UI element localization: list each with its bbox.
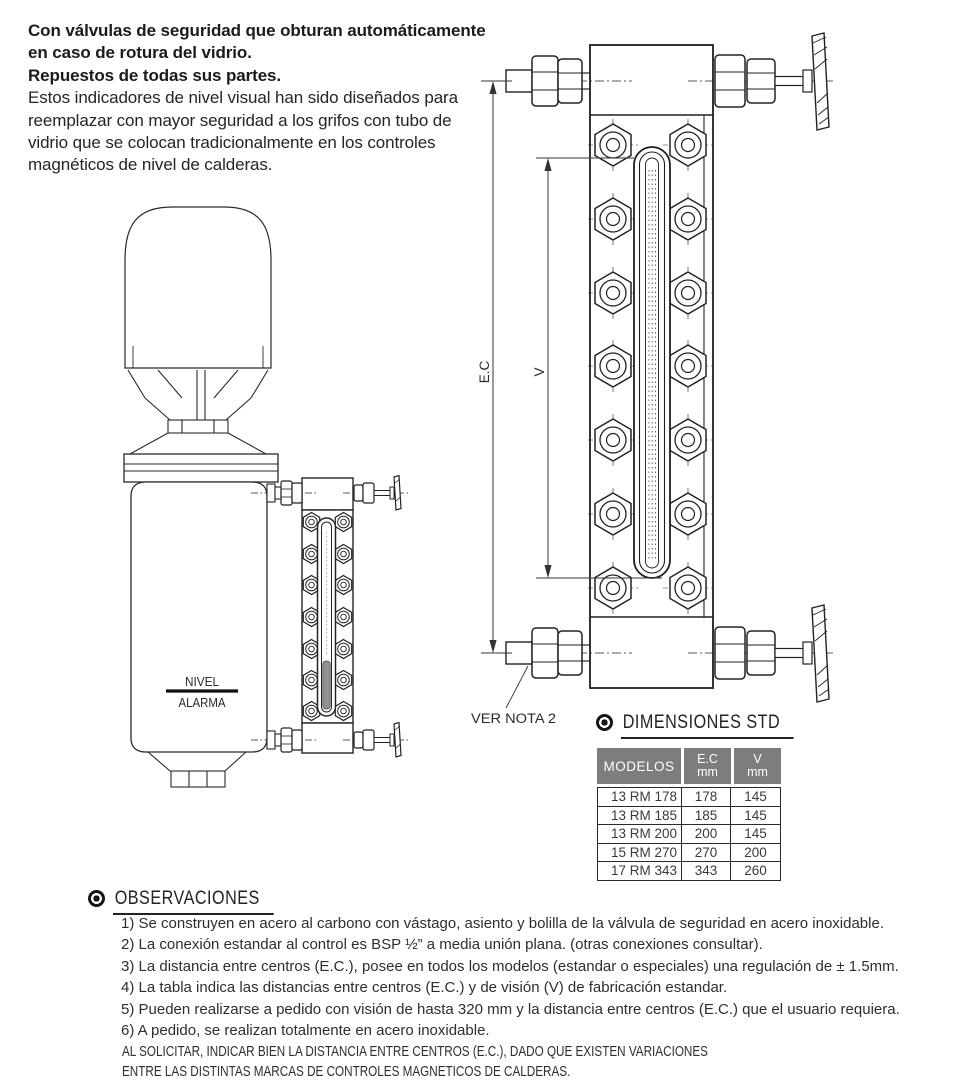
intro-line: Repuestos de todas sus partes.	[28, 65, 282, 85]
observation-item: 1) Se construyen en acero al carbono con vástago, asiento y bolilla de la válvula de seguridad en acero inoxidable.	[121, 915, 884, 932]
table-row: 15 RM 270 270 200	[598, 843, 780, 862]
table-row: 13 RM 178 178 145	[598, 788, 780, 806]
intro-line: Estos indicadores de nivel visual han sido diseñados para	[28, 88, 458, 108]
dimension-label-ec: E.C	[477, 360, 492, 384]
mini-sight-glass	[318, 518, 336, 716]
vessel-flange	[124, 454, 278, 482]
boiler-control-drawing	[90, 200, 440, 795]
observations-section-heading	[88, 888, 302, 915]
observation-item: 5) Pueden realizarse a pedido con visión de hasta 320 mm y la distancia entre centros (E.C.) que el usuario requiera.	[121, 1000, 900, 1018]
column-header-models: MODELOS	[597, 748, 681, 784]
observation-item: 3) La distancia entre centros (E.C.), posee en todos los modelos (estandar o especiales) una regulación de ± 1.5mm.	[121, 957, 899, 975]
observation-item: 4) La tabla indica las distancias entre centros (E.C.) y de visión (V) de fabricación estandar.	[121, 979, 728, 997]
column-header-ec: E.C mm	[684, 748, 731, 784]
nivel-label: NIVEL	[185, 675, 220, 689]
vessel-dome	[125, 207, 271, 368]
table-row: 17 RM 343 343 260	[598, 861, 780, 880]
bullet-donut-icon	[596, 714, 613, 731]
table-header-row	[597, 748, 781, 784]
note-ref-label: VER NOTA 2	[471, 711, 556, 726]
liquid-level-fill	[323, 661, 330, 709]
dimension-label-v: V	[532, 367, 547, 377]
observation-item: 2) La conexión estandar al control es BSP ½” a media unión plana. (otras conexiones consultar).	[121, 936, 763, 954]
observations-title: OBSERVACIONES	[113, 888, 273, 915]
level-gauge-front-drawing	[450, 25, 953, 725]
intro-line: en caso de rotura del vidrio.	[28, 43, 252, 63]
alarma-label: ALARMA	[178, 696, 227, 710]
vessel-neck	[128, 370, 268, 454]
vessel-base	[148, 752, 246, 787]
observation-item: 6) A pedido, se realizan totalmente en acero inoxidable.	[121, 1022, 490, 1040]
ordering-note-line: AL SOLICITAR, INDICAR BIEN LA DISTANCIA ENTRE CENTROS (E.C.), DADO QUE EXISTEN VARIACIONES	[122, 1043, 708, 1060]
dimensions-title: DIMENSIONES STD	[621, 712, 794, 739]
sight-glass	[634, 147, 670, 578]
intro-line: vidrio que se colocan tradicionalmente en los controles	[28, 133, 436, 153]
column-header-v: V mm	[734, 748, 781, 784]
vessel-body	[131, 482, 267, 752]
ordering-note	[122, 1042, 873, 1080]
ordering-note-line: ENTRE LAS DISTINTAS MARCAS DE CONTROLES MAGNETICOS DE CALDERAS.	[122, 1063, 571, 1080]
dimensions-section-heading	[596, 712, 824, 739]
note-leader-line	[506, 666, 528, 708]
table-row: 13 RM 185 185 145	[598, 806, 780, 825]
intro-text	[28, 20, 488, 177]
intro-line: Con válvulas de seguridad que obturan automáticamente	[28, 21, 486, 40]
intro-line: reemplazar con mayor seguridad a los grifos con tubo de	[28, 110, 452, 130]
observations-list	[121, 913, 900, 1041]
intro-line: magnéticos de nivel de calderas.	[28, 155, 273, 175]
dimensions-table	[597, 748, 781, 881]
bullet-donut-icon	[88, 890, 105, 907]
table-row: 13 RM 200 200 145	[598, 824, 780, 843]
table-body	[597, 787, 781, 881]
